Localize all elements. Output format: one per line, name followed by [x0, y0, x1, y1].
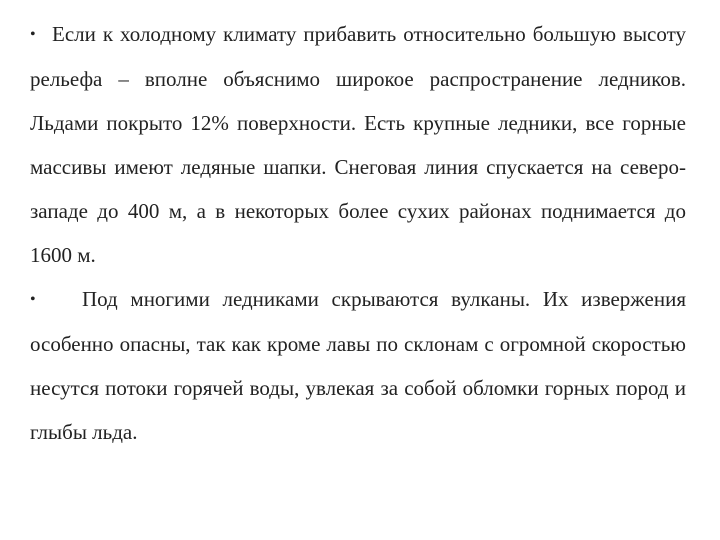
bullet-marker: •	[30, 291, 36, 308]
paragraph-volcanoes	[30, 277, 686, 454]
bullet-marker: •	[30, 26, 36, 43]
slide-text-body	[30, 12, 686, 454]
paragraph-glaciers	[30, 12, 686, 277]
paragraph-volcanoes-text: Под многими ледниками скрываются вулканы. Их извержения особенно опасны, так как кроме лавы по склонам с огромной скоростью несутся потоки горячей воды, увлекая за собой обломки горных пород и глыбы льда.	[30, 287, 686, 444]
paragraph-glaciers-text: Если к холодному климату прибавить относительно большую высоту рельефа – вполне объяснимо широкое распространение ледников. Льдами покрыто 12% поверхности. Есть крупные ледники, все горные массивы имеют ледяные шапки. Снеговая линия спускается на северо-западе до 400 м, а в некоторых более сухих районах поднимается до 1600 м.	[30, 22, 686, 267]
